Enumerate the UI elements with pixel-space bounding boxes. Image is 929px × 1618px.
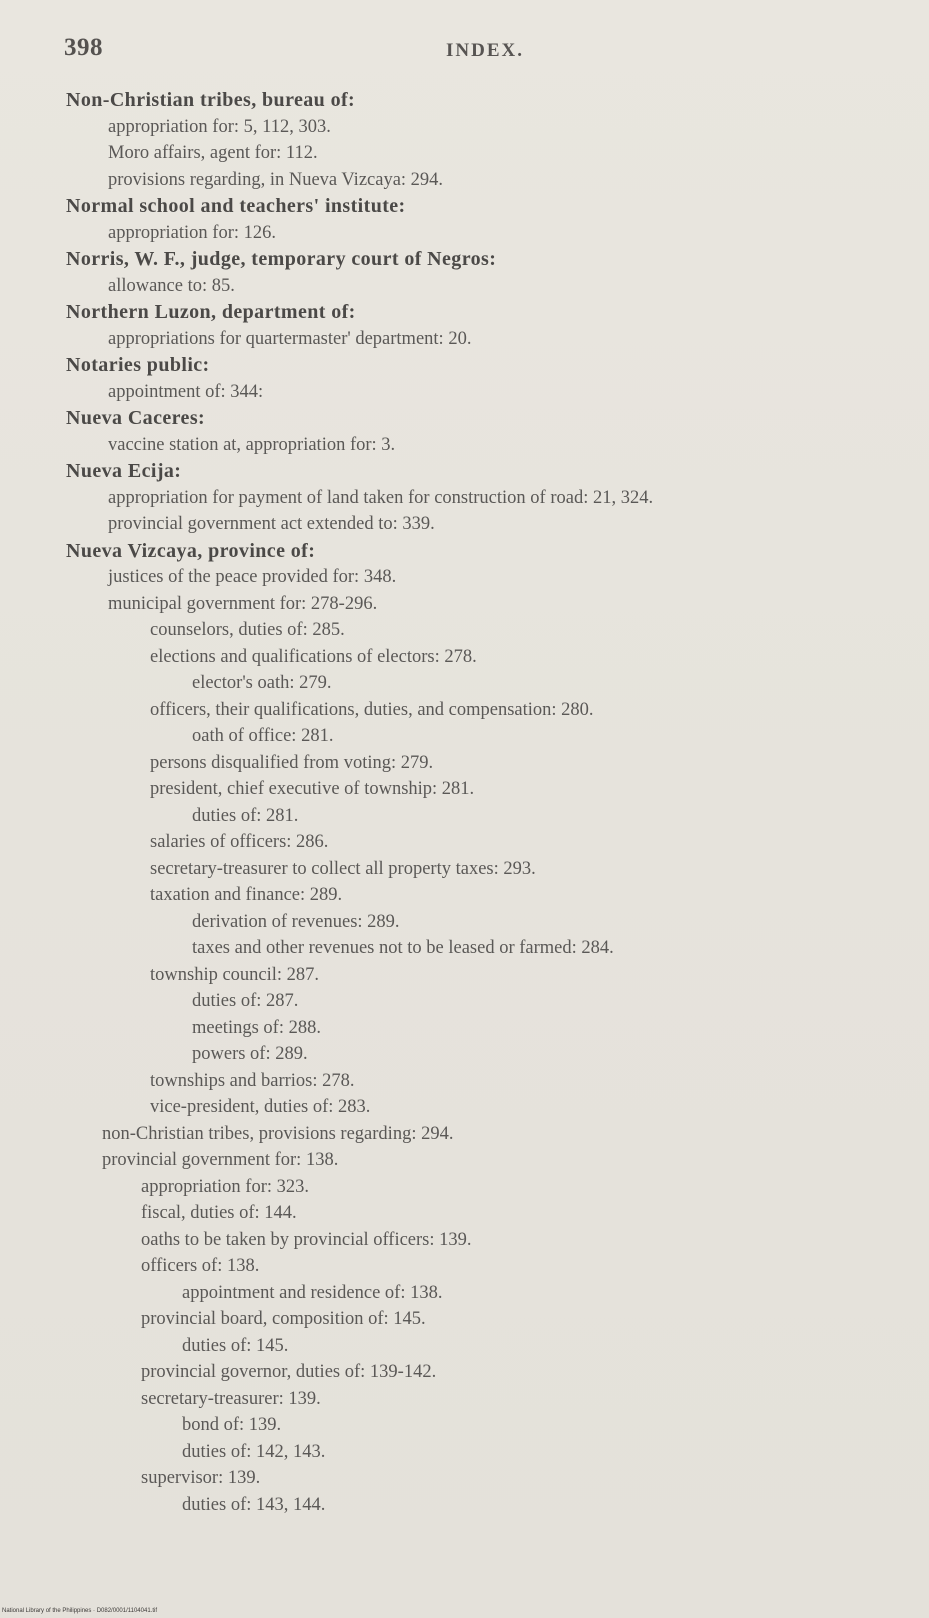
- index-subentry: appropriation for: 323.: [141, 1176, 309, 1197]
- index-heading: Northern Luzon, department of:: [66, 301, 356, 323]
- index-subentry: appropriation for payment of land taken for construction of road: 21, 324.: [108, 487, 654, 508]
- index-heading: Normal school and teachers' institute:: [66, 195, 406, 217]
- index-heading: Nueva Vizcaya, province of:: [66, 539, 316, 562]
- index-subentry: appropriation for: 126.: [108, 222, 276, 243]
- index-subentry: duties of: 145.: [182, 1335, 289, 1356]
- scan-credit: National Library of the Philippines · D082/0001/1104041.tif: [2, 1608, 157, 1614]
- index-subentry: supervisor: 139.: [141, 1468, 261, 1488]
- index-subentry: officers, their qualifications, duties, and compensation: 280.: [150, 699, 594, 720]
- index-heading: Nueva Caceres:: [66, 407, 206, 429]
- index-heading: Notaries public:: [66, 354, 210, 376]
- index-subentry: bond of: 139.: [182, 1415, 282, 1435]
- index-subentry: powers of: 289.: [192, 1044, 308, 1064]
- running-head: INDEX.: [446, 40, 524, 61]
- index-subentry: vaccine station at, appropriation for: 3.: [108, 434, 396, 455]
- index-subentry: appointment of: 344:: [108, 381, 264, 402]
- index-subentry: appointment and residence of: 138.: [182, 1282, 443, 1303]
- index-subentry: meetings of: 288.: [192, 1017, 321, 1038]
- index-heading: Non-Christian tribes, bureau of:: [66, 89, 356, 111]
- index-subentry: vice-president, duties of: 283.: [150, 1097, 371, 1117]
- index-subentry: elections and qualifications of electors: 278.: [150, 646, 477, 667]
- index-subentry: officers of: 138.: [141, 1256, 260, 1276]
- index-subentry: municipal government for: 278-296.: [108, 593, 378, 614]
- index-subentry: derivation of revenues: 289.: [192, 911, 400, 932]
- index-subentry: taxes and other revenues not to be leased or farmed: 284.: [192, 938, 614, 958]
- index-heading: Norris, W. F., judge, temporary court of Negros:: [66, 248, 497, 270]
- index-subentry: fiscal, duties of: 144.: [141, 1203, 297, 1223]
- index-subentry: justices of the peace provided for: 348.: [108, 567, 397, 587]
- index-subentry: president, chief executive of township: 281.: [150, 779, 475, 799]
- index-subentry: taxation and finance: 289.: [150, 885, 343, 905]
- index-subentry: elector's oath: 279.: [192, 673, 332, 693]
- index-subentry: secretary-treasurer: 139.: [141, 1388, 321, 1409]
- index-subentry: townships and barrios: 278.: [150, 1070, 355, 1091]
- index-subentry: provincial governor, duties of: 139-142.: [141, 1362, 437, 1382]
- index-subentry: oaths to be taken by provincial officers: 139.: [141, 1229, 472, 1250]
- index-subentry: non-Christian tribes, provisions regarding: 294.: [102, 1123, 454, 1144]
- index-subentry: duties of: 281.: [192, 805, 299, 826]
- index-subentry: provincial board, composition of: 145.: [141, 1309, 426, 1329]
- index-subentry: appropriation for: 5, 112, 303.: [108, 116, 331, 137]
- index-subentry: allowance to: 85.: [108, 275, 235, 296]
- index-subentry: provincial government for: 138.: [102, 1150, 339, 1170]
- index-subentry: Moro affairs, agent for: 112.: [108, 143, 318, 163]
- index-subentry: appropriations for quartermaster' department: 20.: [108, 328, 472, 349]
- index-heading: Nueva Ecija:: [66, 460, 182, 482]
- index-subentry: duties of: 142, 143.: [182, 1441, 326, 1462]
- index-subentry: provincial government act extended to: 339.: [108, 514, 435, 534]
- index-subentry: persons disqualified from voting: 279.: [150, 752, 434, 773]
- page-number: 398: [64, 34, 103, 61]
- index-subentry: oath of office: 281.: [192, 726, 334, 746]
- index-subentry: counselors, duties of: 285.: [150, 620, 345, 640]
- index-subentry: provisions regarding, in Nueva Vizcaya: 294.: [108, 169, 444, 190]
- index-subentry: secretary-treasurer to collect all property taxes: 293.: [150, 858, 536, 879]
- index-subentry: salaries of officers: 286.: [150, 832, 329, 852]
- index-subentry: duties of: 143, 144.: [182, 1494, 326, 1515]
- index-subentry: duties of: 287.: [192, 991, 299, 1011]
- index-subentry: township council: 287.: [150, 964, 320, 985]
